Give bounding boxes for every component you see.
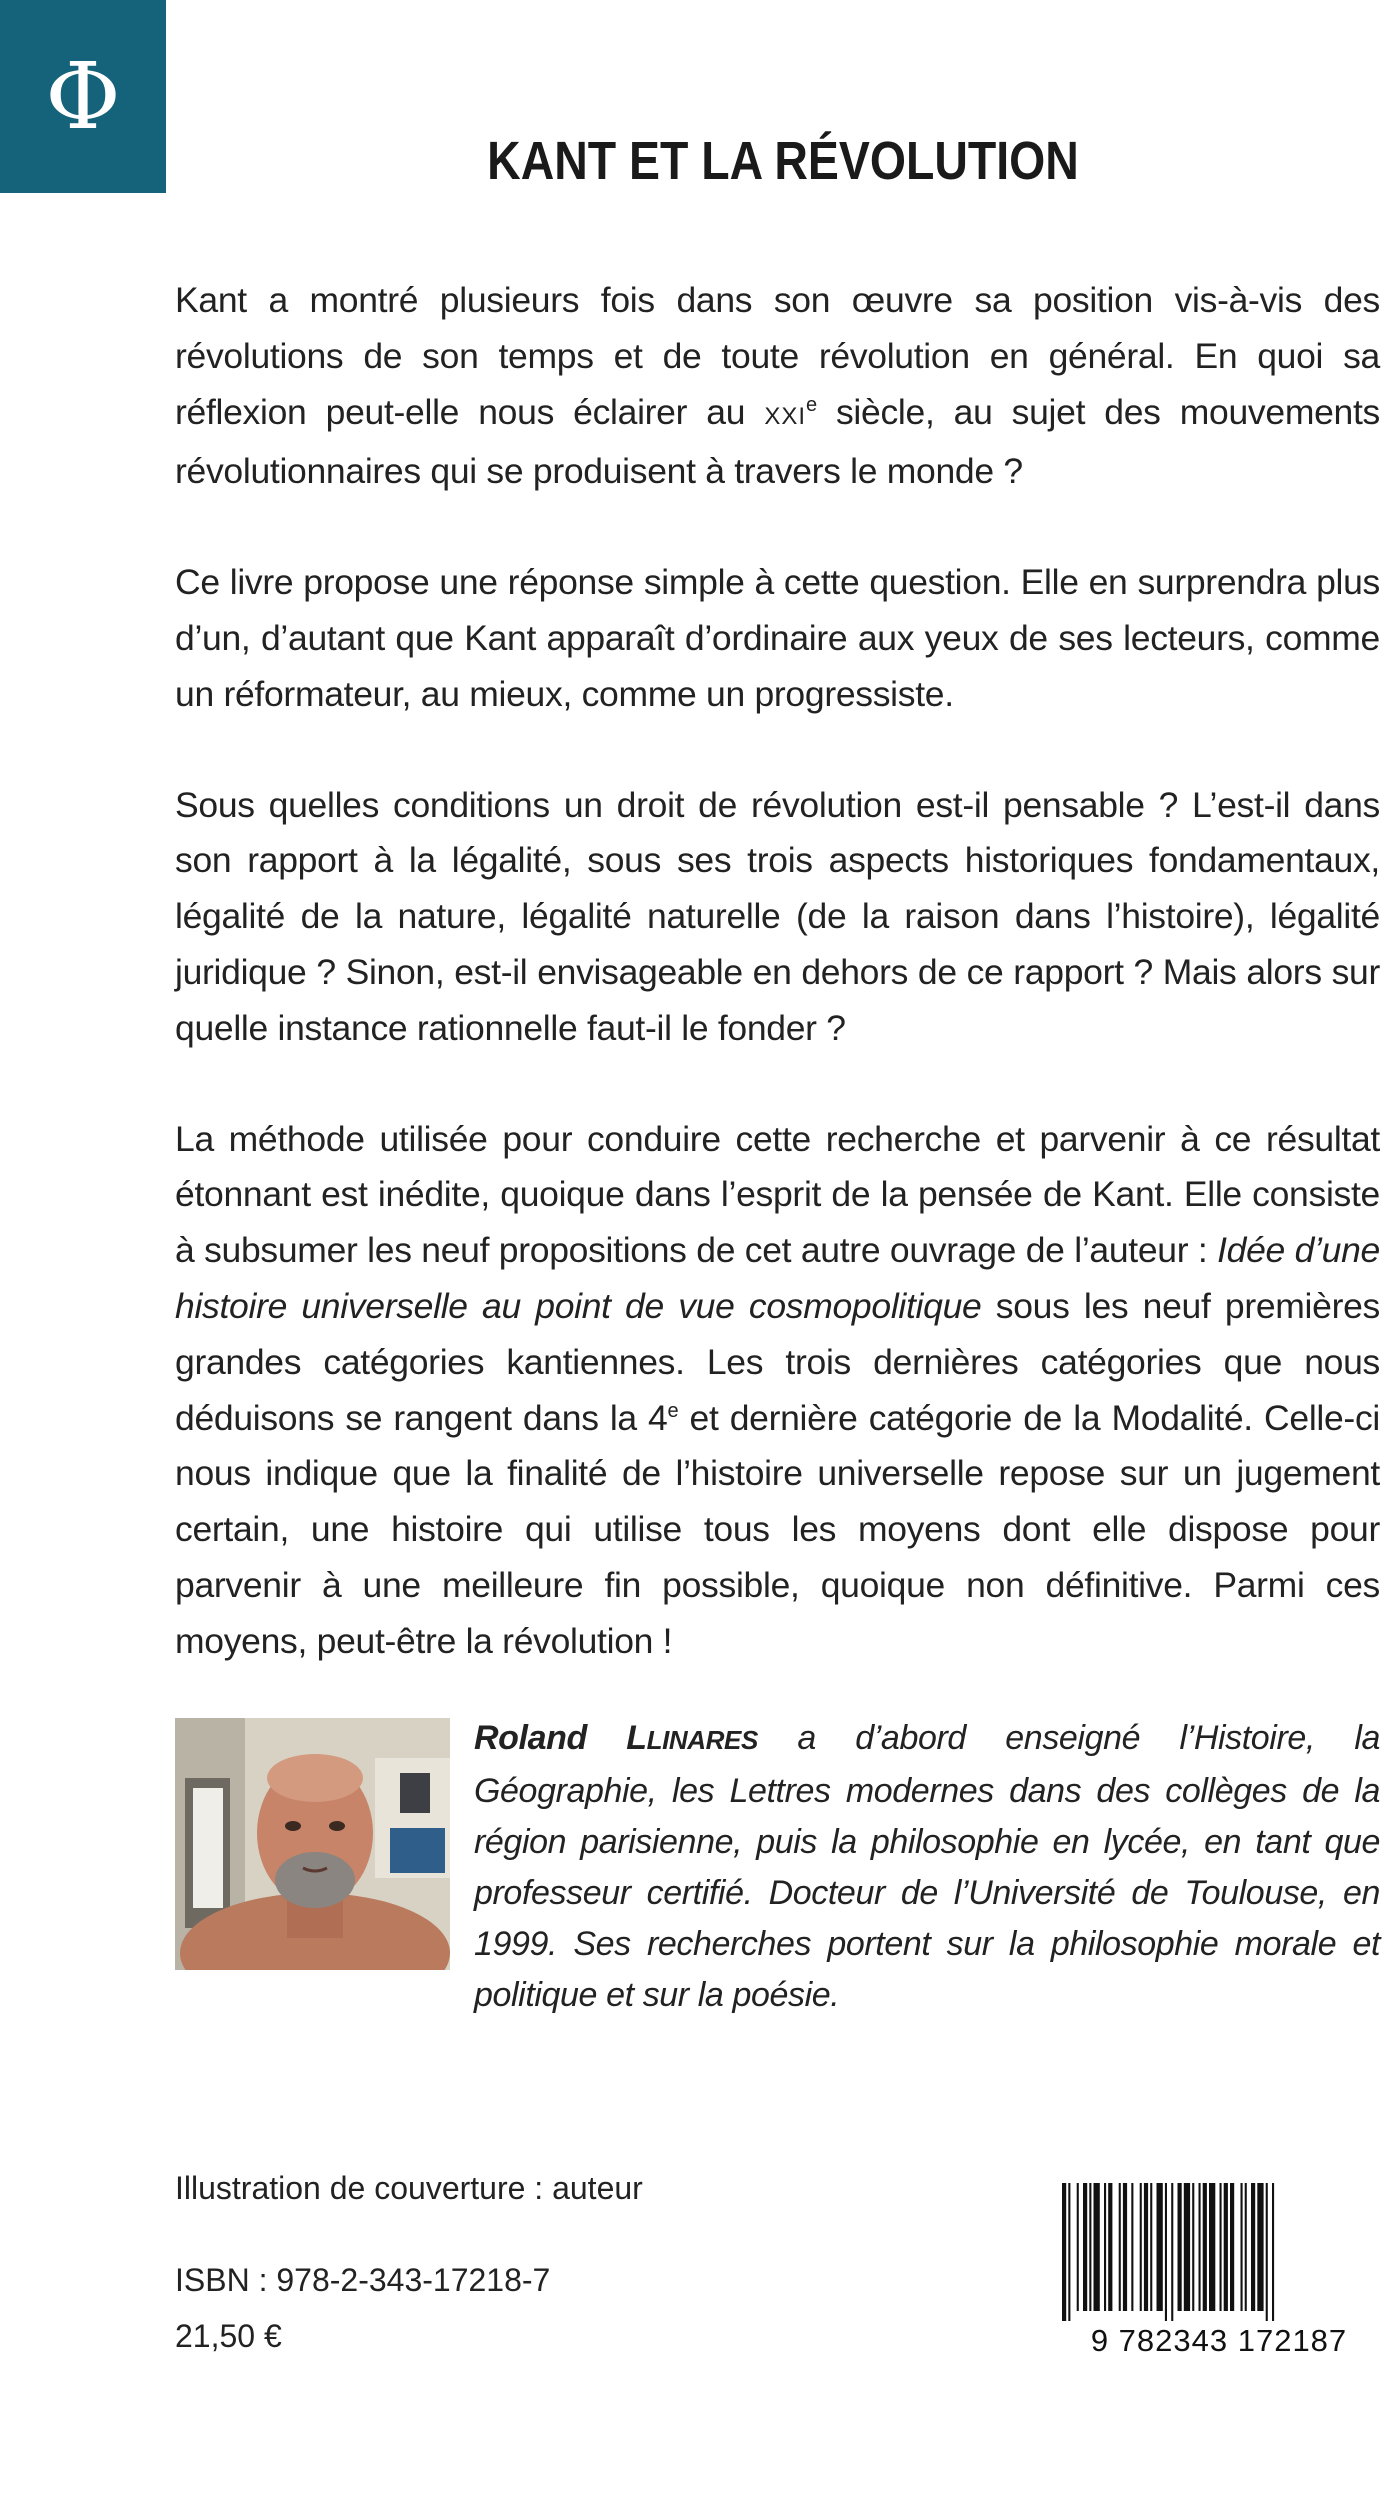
barcode-bar [1150, 2183, 1152, 2311]
barcode-bar [1165, 2183, 1167, 2321]
author-name: Roland LLINARES [474, 1719, 758, 1757]
paragraph-2: Ce livre propose une réponse simple à cette question. Elle en surprendra plus d’un, d’autant que Kant apparaît d’ordinaire aux yeux de ses lecteurs, comme un réformateur, au mieux, comme un progressiste. [175, 562, 1380, 714]
barcode [1058, 2183, 1380, 2355]
barcode-bar [1203, 2183, 1207, 2311]
barcode-bar [1224, 2183, 1228, 2311]
barcode-bar [1266, 2183, 1268, 2321]
barcode-bar [1184, 2183, 1190, 2311]
illustration-credit: Illustration de couverture : auteur [175, 2170, 643, 2206]
century-numeral: XXI [764, 402, 807, 430]
barcode-bar [1144, 2183, 1148, 2311]
barcode-bar [1062, 2183, 1066, 2321]
barcode-bar [1077, 2183, 1079, 2311]
book-reference: Idée d’une histoire universelle au point de vue cosmopolitique [175, 1230, 1380, 1326]
barcode-bar [1209, 2183, 1215, 2311]
barcode-bar [1272, 2183, 1274, 2321]
book-title: KANT ET LA RÉVOLUTION [487, 131, 1079, 191]
barcode-bar [1257, 2183, 1263, 2311]
barcode-bar [1241, 2183, 1243, 2311]
barcode-bar [1089, 2183, 1091, 2311]
author-portrait-image [175, 1718, 450, 1970]
back-cover-text [175, 273, 1380, 1725]
publisher-logo [0, 0, 166, 193]
barcode-bar [1094, 2183, 1100, 2311]
barcode-bar [1083, 2183, 1087, 2311]
barcode-bar [1119, 2183, 1121, 2311]
barcode-bar [1245, 2183, 1247, 2311]
barcode-number: 9 782343 172187 [1090, 2323, 1348, 2355]
barcode-bar [1108, 2183, 1112, 2311]
barcode-bar [1192, 2183, 1194, 2311]
barcode-bar [1199, 2183, 1201, 2311]
barcode-bar [1230, 2183, 1234, 2311]
barcode-bar [1104, 2183, 1106, 2311]
barcode-bar [1140, 2183, 1142, 2311]
barcode-bar [1068, 2183, 1070, 2321]
barcode-bar [1171, 2183, 1173, 2321]
barcode-bar [1131, 2183, 1133, 2311]
barcode-bar [1123, 2183, 1127, 2311]
price: 21,50 € [175, 2318, 282, 2354]
paragraph-3: Sous quelles conditions un droit de révolution est-il pensable ? L’est-il dans son rapport à la légalité, sous ses trois aspects historiques fondamentaux, légalité de la nature, légalité naturelle (de la raison dans l’histoire), légalité juridique ? Sinon, est-il envisageable en dehors de ce rapport ? Mais alors sur quelle instance rationnelle faut-il le fonder ? [175, 784, 1380, 1048]
barcode-bar [1251, 2183, 1255, 2311]
barcode-bar [1220, 2183, 1222, 2311]
barcode-bar [1178, 2183, 1182, 2311]
isbn: ISBN : 978-2-343-17218-7 [175, 2262, 551, 2298]
barcode-graphic [1058, 2183, 1380, 2355]
phi-logo-icon: Φ [45, 42, 121, 150]
author-bio: Roland LLINARES a d’abord enseigné l’Histoire, la Géographie, les Lettres modernes dans des collèges de la région parisienne, puis la philosophie en lycée, en tant que professeur certifié. Docteur de l’Université de Toulouse, en 1999. Ses recherches portent sur la philosophie morale et politique et sur la poésie. [474, 1719, 1380, 2014]
barcode-bar [1157, 2183, 1163, 2311]
paragraph-4: La méthode utilisée pour conduire cette recherche et parvenir à ce résultat étonnant est inédite, quoique dans l’esprit de la pensée de Kant. Elle consiste à subsumer les neuf propositions de cet autre ouvrage de l’auteur : Idée d’une histoire universelle au point de vue cosmopolitique sous les neuf premières grandes catégories kantiennes. Les trois dernières catégories que nous déduisons se rangent dans la 4e et dernière catégorie de la Modalité. Celle-ci nous indique que la finalité de l’histoire universelle repose sur un jugement certain, une histoire qui utilise tous les moyens dont elle dispose pour parvenir à une meilleure fin possible, quoique non définitive. Parmi ces moyens, peut-être la révolution ! [175, 1118, 1380, 1661]
author-photo [175, 1718, 450, 1970]
paragraph-1: Kant a montré plusieurs fois dans son œuvre sa position vis-à-vis des révolutions de son temps et de toute révolution en général. En quoi sa réflexion peut-elle nous éclairer au XXIe siècle, au sujet des mouvements révolutionnaires qui se produisent à travers le monde ? [175, 280, 1380, 492]
